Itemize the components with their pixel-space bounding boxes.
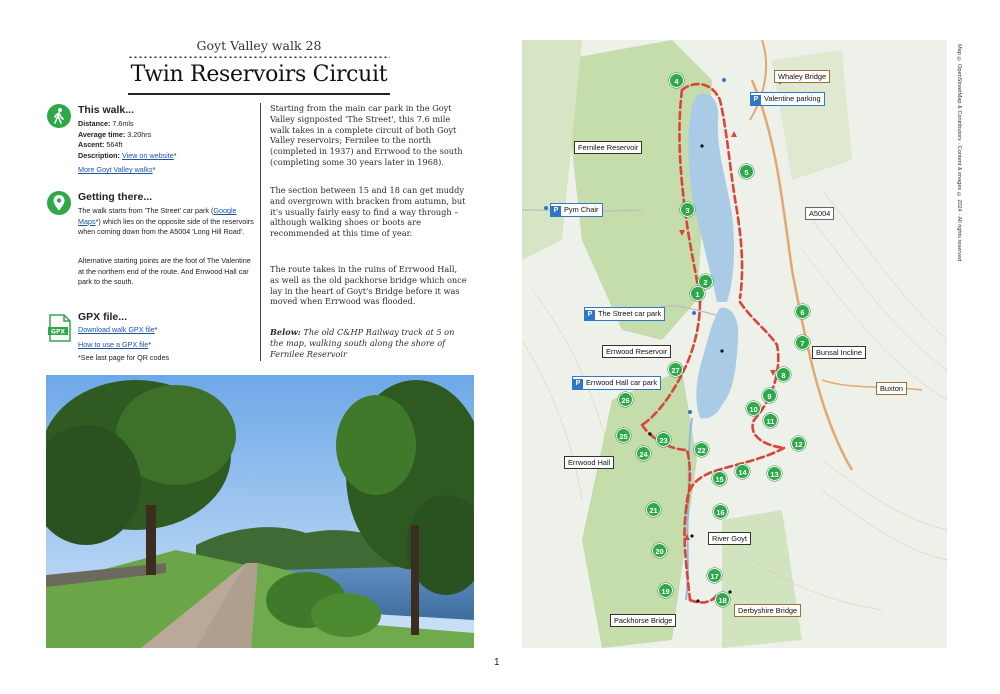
svg-text:GPX: GPX	[51, 328, 65, 336]
asterisk: *	[148, 339, 152, 349]
distance-label: Distance:	[78, 119, 111, 128]
intro-paragraph-2: The section between 15 and 18 can get muddy and overgrown with bracken from autumn, but it's usually fairly easy to find a way through – although walking shoes or boots are recommended at this time of year.	[270, 185, 466, 239]
parking-icon: P	[551, 206, 561, 216]
map-credit: Map © OpenStreetMap & Contributors · Content & images © 2024 · All rights reserved	[956, 44, 962, 262]
asterisk: *	[173, 150, 177, 160]
waypoint-25[interactable]: 25	[616, 428, 631, 443]
fernilee-reservoir-label: Fernilee Reservoir	[574, 141, 642, 154]
paren: (	[210, 206, 214, 215]
waypoint-18[interactable]: 18	[715, 592, 730, 607]
waypoint-9[interactable]: 9	[762, 388, 777, 403]
waypoint-20[interactable]: 20	[652, 543, 667, 558]
a5004-road-label: A5004	[805, 207, 834, 220]
intro-paragraph-1: Starting from the main car park in the Goyt Valley signposted 'The Street', this 7.6 mile walk takes in a complete circuit of both Goyt Valley reservoirs; Fernilee to the north (completed in 1937) and Errwood to the south (completing some 30 years later in 1968).	[270, 103, 463, 167]
waypoint-27[interactable]: 27	[668, 362, 683, 377]
view-on-website-link[interactable]: View on website	[121, 150, 174, 160]
waypoint-22[interactable]: 22	[694, 442, 709, 457]
waypoint-19[interactable]: 19	[658, 583, 673, 598]
waypoint-3[interactable]: 3	[680, 202, 695, 217]
this-walk-heading: This walk...	[78, 104, 135, 116]
pym-chair-text: Pym Chair	[564, 205, 599, 214]
caption-text: The old C&HP Railway track at 5 on the map, walking south along the shore of Fernilee Reservoir	[270, 327, 455, 359]
time-value: 3.20hrs	[127, 129, 152, 139]
getting-there-text-b: *) which lies on the opposite side of the reservoirs when coming down from the A5004 'Long Hill Road'.	[78, 216, 254, 236]
page-title: Twin Reservoirs Circuit	[130, 62, 388, 87]
valentine-parking-label[interactable]	[750, 92, 825, 106]
asterisk: *	[152, 165, 156, 174]
gpx-heading: GPX file...	[78, 311, 128, 323]
gpx-file-icon	[47, 314, 73, 342]
walk-stats	[78, 119, 258, 176]
parking-icon: P	[585, 310, 595, 320]
getting-there-text	[78, 206, 258, 238]
packhorse-bridge-label: Packhorse Bridge	[610, 614, 676, 627]
river-goyt-label: River Goyt	[708, 532, 751, 545]
pym-chair-label[interactable]	[550, 203, 603, 217]
download-gpx-link[interactable]: Download walk GPX file	[78, 325, 155, 334]
waypoint-4[interactable]: 4	[669, 73, 684, 88]
description-label: Description:	[78, 150, 120, 160]
errwood-reservoir-label: Errwood Reservoir	[602, 345, 671, 358]
getting-there-text-a: The walk starts from 'The Street' car park	[78, 206, 209, 215]
ascent-label: Ascent:	[78, 140, 105, 149]
map-pin-icon	[47, 191, 71, 215]
dotted-divider	[128, 56, 390, 58]
photo-caption	[270, 327, 468, 359]
waypoint-24[interactable]: 24	[636, 446, 651, 461]
waypoint-11[interactable]: 11	[763, 413, 778, 428]
google-maps-link[interactable]: Google Maps	[78, 206, 237, 226]
gpx-links	[78, 325, 258, 364]
waypoint-17[interactable]: 17	[707, 568, 722, 583]
waypoint-7[interactable]: 7	[795, 335, 810, 350]
errwood-hall-label: Errwood Hall	[564, 456, 614, 469]
derbyshire-bridge-label: Derbyshire Bridge	[734, 604, 801, 617]
waypoint-15[interactable]: 15	[712, 471, 727, 486]
waypoint-6[interactable]: 6	[795, 304, 810, 319]
waypoint-10[interactable]: 10	[746, 401, 761, 416]
page-number: 1	[494, 657, 500, 668]
street-car-park-text: The Street car park	[598, 309, 662, 318]
distance-value: 7.6mls	[112, 119, 134, 128]
waypoint-2[interactable]: 2	[698, 274, 713, 289]
waypoint-21[interactable]: 21	[646, 502, 661, 517]
waypoint-26[interactable]: 26	[618, 392, 633, 407]
map-base	[522, 40, 947, 648]
parking-icon: P	[751, 95, 761, 105]
whaley-bridge-label: Whaley Bridge	[774, 70, 830, 83]
walker-icon	[47, 104, 71, 128]
waypoint-1[interactable]: 1	[690, 286, 705, 301]
buxton-label: Buxton	[876, 382, 907, 395]
alternative-start-text: Alternative starting points are the foot of The Valentine at the northern end of the route. And Errwood Hall car park to the south.	[78, 256, 251, 286]
caption-lead: Below:	[270, 327, 301, 337]
parking-icon: P	[573, 379, 583, 389]
time-label: Average time:	[78, 129, 126, 139]
how-to-use-gpx-link[interactable]: How to use a GPX file	[78, 339, 149, 349]
walk-series-label: Goyt Valley walk 28	[196, 38, 322, 53]
bunsal-incline-label: Bunsal Incline	[812, 346, 866, 359]
errwood-hall-car-park-text: Errwood Hall car park	[586, 378, 658, 387]
more-walks-link[interactable]: More Goyt Valley walks	[78, 165, 153, 174]
waypoint-12[interactable]: 12	[791, 436, 806, 451]
waypoint-13[interactable]: 13	[767, 466, 782, 481]
street-car-park-label[interactable]	[584, 307, 665, 321]
railway-track-photo	[46, 375, 474, 648]
qr-codes-note: *See last page for QR codes	[78, 353, 170, 362]
route-map[interactable]	[522, 40, 947, 648]
column-divider	[260, 103, 261, 361]
waypoint-14[interactable]: 14	[735, 464, 750, 479]
getting-there-heading: Getting there...	[78, 191, 153, 203]
waypoint-16[interactable]: 16	[713, 504, 728, 519]
waypoint-5[interactable]: 5	[739, 164, 754, 179]
intro-paragraph-3: The route takes in the ruins of Errwood Hall, as well as the old packhorse bridge which once lay in the heart of Goyt's Bridge before it was moved when Errwood was flooded.	[270, 264, 467, 307]
asterisk: *	[154, 325, 158, 334]
errwood-hall-car-park-label[interactable]	[572, 376, 661, 390]
waypoint-8[interactable]: 8	[776, 367, 791, 382]
waypoint-23[interactable]: 23	[656, 432, 671, 447]
valentine-parking-text: Valentine parking	[764, 94, 821, 103]
ascent-value: 564ft	[106, 140, 123, 149]
title-underline	[128, 93, 390, 95]
